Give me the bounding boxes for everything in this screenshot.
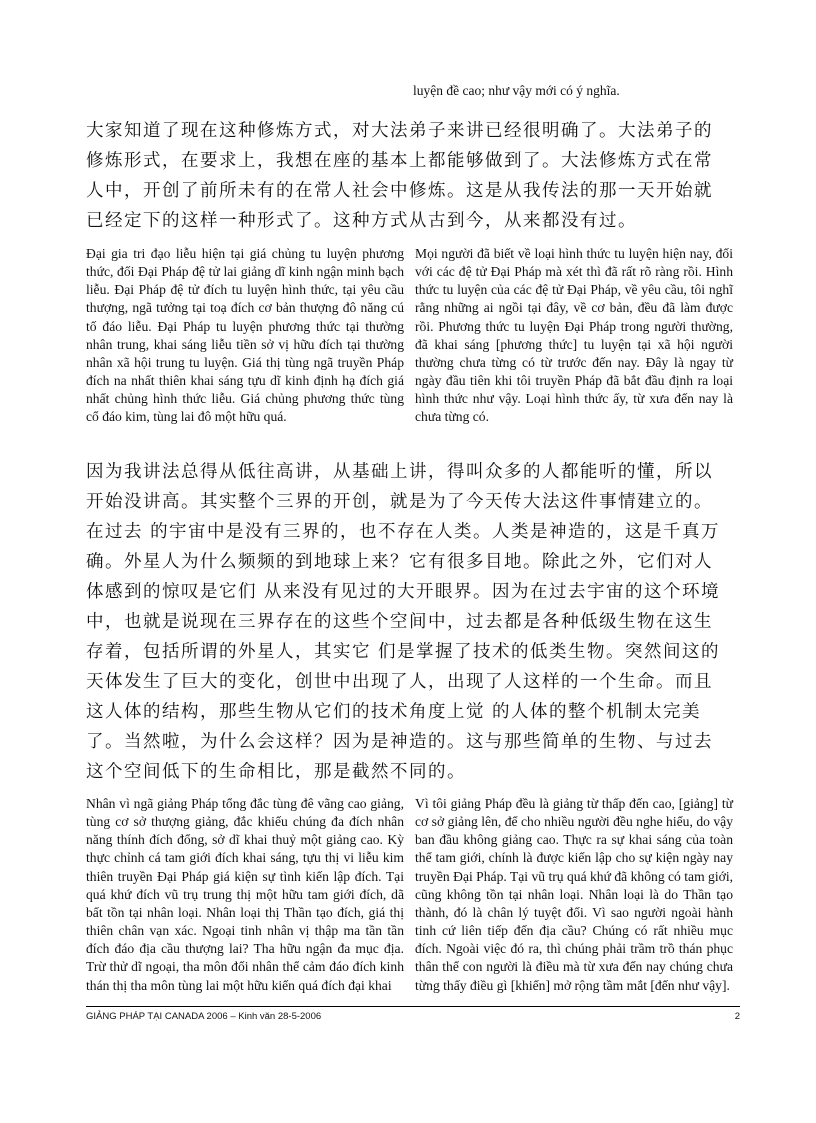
phonetic-paragraph-2: Nhân vì ngã giảng Pháp tổng đắc tùng đê vãng cao giảng, tùng cơ sở thượng giảng, đắc khiếu chúng đa đích nhân năng thính đích đổng, sở dĩ khai thuỷ một giảng cao. Kỳ thực chỉnh cá tam giới đích khai sáng, tựu thị vi liễu kim thiên truyền Đại Pháp giá kiện sự tình kiến lập đích. Tại quá khứ đích vũ trụ trung thị một hữu tam giới đích, dã bất tồn tại nhân loại. Nhân loại thị Thần tạo đích, giá thị thiên chân vạn xác. Ngoại tinh nhân vị thập ma tần tần đích đáo địa cầu thượng lai? Tha hữu ngận đa mục địa. Trừ thử dĩ ngoại, tha môn đối nhân thể cảm đáo đích kinh thán thị tha môn tùng lai một hữu kiến quá đích đại khai: [86, 796, 404, 993]
continued-text: luyện đề cao; như vậy mới có ý nghĩa.: [413, 83, 620, 98]
phonetic-paragraph-1: Đại gia tri đạo liễu hiện tại giá chủng tu luyện phương thức, đối Đại Pháp đệ tử lai giảng dĩ kinh ngận minh bạch liễu. Đại Pháp đệ tử đích tu luyện hình thức, tại yêu cầu thượng, ngã tưởng tại toạ đích cơ bản thượng đô năng cú tố đáo liễu. Đại Pháp tu luyện phương thức tại thường nhân trung, khai sáng liễu tiền sở vị hữu đích tại thường nhân xã hội trung tu luyện. Giá thị tùng ngã truyền Pháp đích na nhất thiên khai sáng tựu dĩ kinh định hạ đích giá nhất chủng hình thức liễu. Giá chủng phương thức tùng cổ đáo kim, tùng lai đô một hữu quá.: [86, 246, 404, 425]
chinese-paragraph-1: 大家知道了现在这种修炼方式，对大法弟子来讲已经很明确了。大法弟子的修炼形式，在要求上，我想在座的基本上都能够做到了。大法修炼方式在常人中，开创了前所未有的在常人社会中修炼。这是从我传法的那一天开始就已经定下的这样一种形式了。这种方式从古到今，从来都没有过。: [86, 121, 713, 231]
page-number: 2: [734, 1011, 740, 1022]
translation-paragraph-2: Vì tôi giảng Pháp đều là giảng từ thấp đến cao, [giảng] từ cơ sở giảng lên, để cho nhiều người đều nghe hiểu, do vậy ban đầu không giảng cao. Thực ra sự khai sáng của toàn thể tam giới, chính là được kiến lập cho sự kiện ngày nay truyền Đại Pháp. Tại vũ trụ quá khứ đã không có tam giới, cũng không tồn tại nhân loại. Nhân loại là do Thần tạo thành, đó là chân lý tuyệt đối. Vì sao người ngoài hành tinh cứ liên tiếp đến địa cầu? Chúng có rất nhiều mục đích. Ngoài việc đó ra, thì chúng phải trầm trồ thán phục thân thể con người là điều mà từ xưa đến nay chúng chưa từng thấy điều gì [khiến] mở rộng tầm mắt [đến như vậy].: [415, 796, 733, 993]
footer-title: GIẢNG PHÁP TẠI CANADA 2006 – Kinh văn 28-5-2006: [86, 1011, 322, 1022]
chinese-paragraph-2: 因为我讲法总得从低往高讲，从基础上讲，得叫众多的人都能听的懂，所以开始没讲高。其实整个三界的开创，就是为了今天传大法这件事情建立的。在过去 的宇宙中是没有三界的，也不存在人类。人类是神造的，这是千真万确。外星人为什么频频的到地球上来？它有很多目地。除此之外，它们对人体感到的惊叹是它们 从来没有见过的大开眼界。因为在过去宇宙的这个环境中，也就是说现在三界存在的这些个空间中，过去都是各种低级生物在这生存着，包括所谓的外星人，其实它 们是掌握了技术的低类生物。突然间这的天体发生了巨大的变化，创世中出现了人，出现了人这样的一个生命。而且这人体的结构，那些生物从它们的技术角度上觉 的人体的整个机制太完美了。当然啦，为什么会这样？因为是神造的。这与那些简单的生物、与过去这个空间低下的生命相比，那是截然不同的。: [86, 462, 721, 782]
translation-paragraph-1: Mọi người đã biết về loại hình thức tu luyện hiện nay, đối với các đệ tử Đại Pháp mà xét thì đã rất rõ ràng rồi. Hình thức tu luyện của các đệ tử Đại Pháp, về yêu cầu, tôi nghĩ rằng những ai ngồi tại đây, về cơ bản, đều đã làm được rồi. Phương thức tu luyện Đại Pháp trong người thường, đã khai sáng [phương thức] tu luyện tại xã hội người thường chưa từng có từ trước đến nay. Đây là ngay từ ngày đầu tiên khi tôi truyền Pháp đã bắt đầu định ra loại hình thức như vậy. Loại hình thức ấy, từ xưa đến nay là chưa từng có.: [415, 246, 733, 425]
footer-divider: [86, 1006, 740, 1007]
